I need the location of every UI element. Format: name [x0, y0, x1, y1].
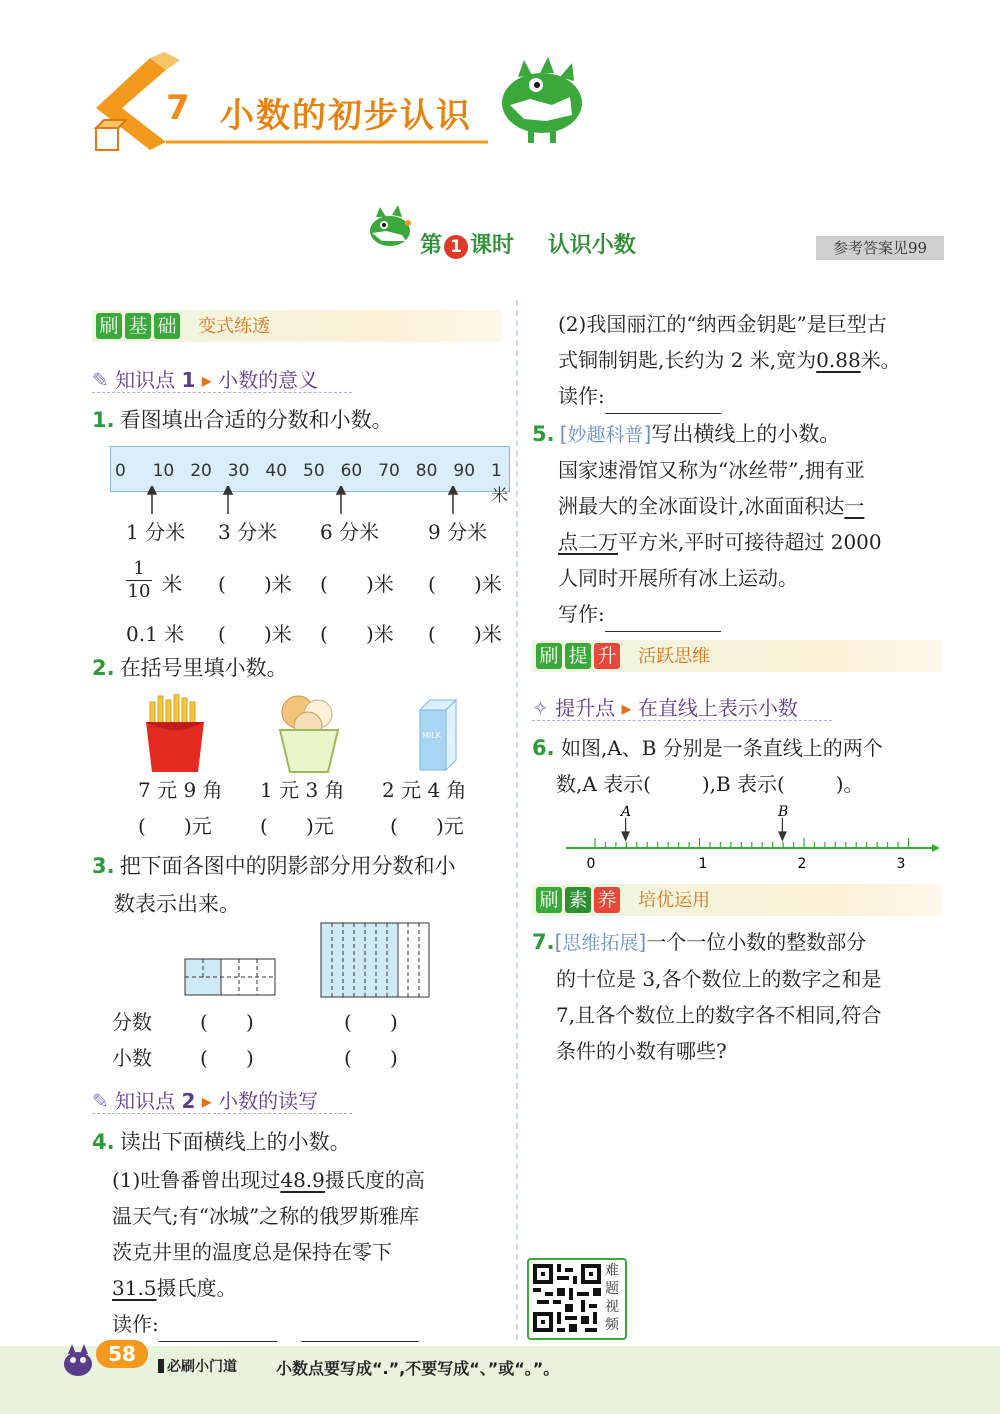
banner-char-1: 刷	[536, 643, 562, 669]
question-text: 在括号里填小数。	[119, 656, 288, 680]
ruler-label: 0	[115, 461, 126, 481]
price-blank-icecream[interactable]: ( )元	[260, 814, 334, 838]
question-text: 写出横线上的小数。	[651, 422, 841, 446]
price-icecream: 1 元 3 角	[260, 778, 345, 802]
text: 式铜制钥匙,长约为 2 米,宽为	[558, 348, 817, 372]
shade-answer-decimal	[112, 1040, 512, 1076]
banner-char-3: 养	[594, 887, 620, 913]
text: 平方米,平时可接待超过 2000	[618, 530, 882, 554]
price-fries: 7 元 9 角	[138, 778, 223, 802]
pencil-icon: ✎	[92, 368, 109, 392]
decimal-row	[126, 618, 516, 648]
milk-label: MILK	[422, 731, 441, 740]
banner-char-3: 础	[154, 313, 180, 339]
banner-subtitle: 变式练透	[198, 316, 271, 337]
ruler-label: 40	[265, 461, 288, 481]
decimal-blank-3[interactable]: ( )米	[428, 622, 502, 646]
fraction-blank-2[interactable]: ( )米	[320, 572, 394, 596]
question-text-line2: 数表示出来。	[114, 892, 240, 916]
question-number: 6.	[532, 736, 555, 760]
knowledge-title: 小数的读写	[218, 1089, 319, 1113]
question-6	[532, 730, 952, 802]
ruler-label: 50	[303, 461, 325, 481]
price-labels	[138, 772, 518, 808]
ruler-length-labels	[126, 514, 488, 550]
banner-char-2: 素	[565, 887, 591, 913]
fraction-numerator: 1	[126, 558, 152, 581]
small-dinosaur-icon	[362, 205, 418, 255]
book-icon	[158, 1359, 164, 1373]
qr-code-icon	[533, 1264, 601, 1332]
price-milk: 2 元 4 角	[382, 778, 467, 802]
lesson-prefix: 第	[420, 233, 443, 258]
ruler-label: 70	[378, 461, 400, 481]
text: 国家速滑馆又称为“冰丝带”,拥有亚	[558, 458, 865, 482]
caption-char: 题	[605, 1281, 619, 1297]
knowledge-point-2: ✎ 知识点 2 ▸ 小数的读写	[92, 1089, 319, 1113]
knowledge-number: 2	[181, 1089, 196, 1113]
question-3	[92, 848, 456, 924]
label-6dm: 6 分米	[320, 520, 380, 544]
question-number: 7.	[532, 930, 555, 954]
french-fries-icon	[142, 694, 208, 774]
footer-brand	[158, 1356, 237, 1376]
answer-line-2[interactable]	[301, 1321, 419, 1342]
question-text-line2: 的十位是 3,各个数位上的数字之和是	[556, 967, 882, 991]
question-tag: 妙趣科普	[567, 424, 644, 446]
underlined-text: 点二万	[558, 530, 618, 554]
question-text-line2: 数,A 表示( ),B 表示( )。	[556, 772, 864, 796]
label-9dm: 9 分米	[428, 520, 488, 544]
improve-label: 提升点	[555, 696, 616, 720]
point-a-label: A	[621, 804, 632, 820]
question-number: 2.	[92, 656, 115, 680]
lesson-name: 认识小数	[547, 233, 636, 258]
number-line	[560, 800, 940, 876]
tick-label-3: 3	[896, 856, 906, 872]
ruler-arrows	[110, 486, 510, 516]
chapter-title: 小数的初步认识	[220, 96, 472, 136]
pencil-icon: ✎	[92, 1089, 109, 1113]
fraction-denominator: 10	[127, 581, 151, 602]
shaded-grid-large	[320, 922, 430, 998]
improve-title: 在直线上表示小数	[637, 696, 798, 720]
banner-char-2: 基	[125, 313, 151, 339]
ruler-label: 80	[415, 461, 438, 481]
shaded-grid-small	[184, 958, 276, 996]
tick-label-0: 0	[586, 856, 596, 872]
price-blank-fries[interactable]: ( )元	[138, 814, 212, 838]
label-1dm: 1 分米	[126, 520, 186, 544]
question-text-line1: 把下面各图中的阴影部分用分数和小	[119, 854, 456, 878]
lesson-suffix: 课时	[470, 233, 515, 258]
question-text-line4: 条件的小数有哪些?	[556, 1039, 727, 1063]
ruler-label: 10	[152, 461, 175, 481]
decimal-blank-2[interactable]: ( )米	[320, 622, 394, 646]
ruler-label: 60	[340, 461, 363, 481]
write-label: 写作:	[558, 602, 605, 626]
banner-char-2: 提	[565, 643, 591, 669]
qr-caption	[605, 1262, 621, 1334]
question-5: 5. [妙趣科普]写出横线上的小数。	[532, 422, 841, 446]
footer-tip: 小数点要写成“.”,不要写成“、”或“。”。	[276, 1359, 560, 1378]
price-blanks	[138, 808, 518, 844]
question-number: 1.	[92, 408, 115, 432]
banner-subtitle: 活跃思维	[638, 646, 711, 667]
fraction-unit: 米	[162, 572, 182, 596]
knowledge-point-1: ✎ 知识点 1 ▸ 小数的意义	[92, 368, 319, 392]
read-label: 读作:	[112, 1312, 159, 1336]
label-3dm: 3 分米	[218, 520, 278, 544]
question-number: 3.	[92, 854, 115, 878]
text: 人同时开展所有冰上运动。	[558, 566, 798, 590]
answer-line[interactable]	[605, 393, 721, 414]
row-label-fraction: 分数	[112, 1010, 152, 1034]
fraction-row	[126, 558, 516, 608]
question-7: 7.[思维拓展]一个一位小数的整数部分 的十位是 3,各个数位上的数字之和是 7,且各个数位上的数字各不相同,符合 条件的小数有哪些?	[532, 924, 952, 1069]
question-number: 4.	[92, 1130, 115, 1154]
question-tag: 思维拓展	[562, 932, 639, 954]
banner-subtitle: 培优运用	[638, 890, 711, 911]
question-5-body	[558, 452, 958, 632]
knowledge-label: 知识点	[115, 1089, 176, 1113]
text: 温天气;有“冰城”之称的俄罗斯雅库	[112, 1204, 420, 1228]
point-b-label: B	[778, 804, 789, 820]
fraction-blank-large[interactable]: ( )	[344, 1010, 398, 1034]
ruler-label: 20	[190, 461, 212, 481]
footer-mascot-icon	[58, 1340, 98, 1380]
question-4-part-2	[558, 306, 958, 414]
underlined-number: 0.88	[816, 348, 861, 372]
row-label-decimal: 小数	[112, 1046, 152, 1070]
banner-char-1: 刷	[96, 313, 122, 339]
fraction-blank-3[interactable]: ( )米	[428, 572, 502, 596]
caption-char: 频	[605, 1317, 619, 1333]
section-banner-improve	[532, 640, 942, 672]
text: 茨克井里的温度总是保持在零下	[112, 1240, 392, 1264]
text: 洲最大的全冰面设计,冰面面积达	[558, 494, 845, 518]
dinosaur-mascot-icon	[490, 55, 595, 145]
improve-point: ✧ 提升点 ▸ 在直线上表示小数	[532, 696, 798, 720]
answer-line[interactable]	[605, 611, 721, 632]
price-blank-milk[interactable]: ( )元	[390, 814, 464, 838]
text: (2)我国丽江的“纳西金钥匙”是巨型古	[558, 312, 887, 336]
text: 摄氏度。	[156, 1276, 237, 1300]
tick-label-1: 1	[698, 856, 708, 872]
answer-reference-tag: 参考答案见99	[816, 236, 944, 260]
knowledge-number: 1	[181, 368, 196, 392]
ruler-label: 1米	[491, 461, 508, 506]
ruler-label: 90	[453, 461, 476, 481]
question-text-line3: 7,且各个数位上的数字各不相同,符合	[556, 1003, 882, 1027]
question-number: 5.	[532, 422, 555, 446]
fraction	[126, 558, 152, 603]
page-number: 58	[96, 1340, 148, 1368]
question-text-line1: 一个一位小数的整数部分	[646, 930, 867, 954]
read-label: 读作:	[558, 384, 605, 408]
qr-code-box[interactable]	[527, 1258, 627, 1340]
fraction-blank-small[interactable]: ( )	[200, 1010, 254, 1034]
answer-line-1[interactable]	[159, 1321, 277, 1342]
fraction-blank-1[interactable]: ( )米	[218, 572, 292, 596]
question-4-part-1	[112, 1162, 512, 1342]
caption-char: 视	[605, 1299, 619, 1315]
chapter-number: 7	[166, 88, 190, 128]
decimal-blank-small[interactable]: ( )	[200, 1046, 254, 1070]
knowledge-label: 知识点	[115, 368, 176, 392]
text: 米。	[860, 348, 901, 372]
underlined-number: 31.5	[112, 1276, 157, 1300]
ice-cream-cup-icon	[274, 690, 344, 774]
underlined-text: 一	[844, 494, 865, 518]
shade-answer-fraction	[112, 1004, 512, 1040]
question-4	[92, 1126, 351, 1156]
tick-label-2: 2	[797, 856, 807, 872]
lesson-number-badge: 1	[444, 235, 468, 259]
text: (1)吐鲁番曾出现过	[112, 1168, 281, 1192]
question-1	[92, 404, 393, 434]
banner-char-3: 升	[594, 643, 620, 669]
question-2	[92, 652, 288, 682]
section-banner-literacy	[532, 884, 942, 916]
decimal-blank-large[interactable]: ( )	[344, 1046, 398, 1070]
caption-char: 难	[605, 1263, 619, 1279]
lesson-title	[420, 228, 636, 259]
ruler-label: 30	[227, 461, 250, 481]
knowledge-title: 小数的意义	[218, 368, 319, 392]
banner-char-1: 刷	[536, 887, 562, 913]
decimal-blank-1[interactable]: ( )米	[218, 622, 292, 646]
section-banner-basic	[92, 310, 502, 342]
brand-text: 必刷小门道	[167, 1359, 237, 1375]
underlined-number: 48.9	[280, 1168, 325, 1192]
decimal-first: 0.1 米	[126, 622, 185, 646]
text: 摄氏度的高	[324, 1168, 425, 1192]
question-text: 读出下面横线上的小数。	[119, 1130, 351, 1154]
question-text-line1: 如图,A、B 分别是一条直线上的两个	[560, 736, 883, 760]
question-text: 看图填出合适的分数和小数。	[119, 408, 393, 432]
compass-icon: ✧	[532, 696, 549, 720]
milk-carton-icon	[410, 694, 466, 774]
